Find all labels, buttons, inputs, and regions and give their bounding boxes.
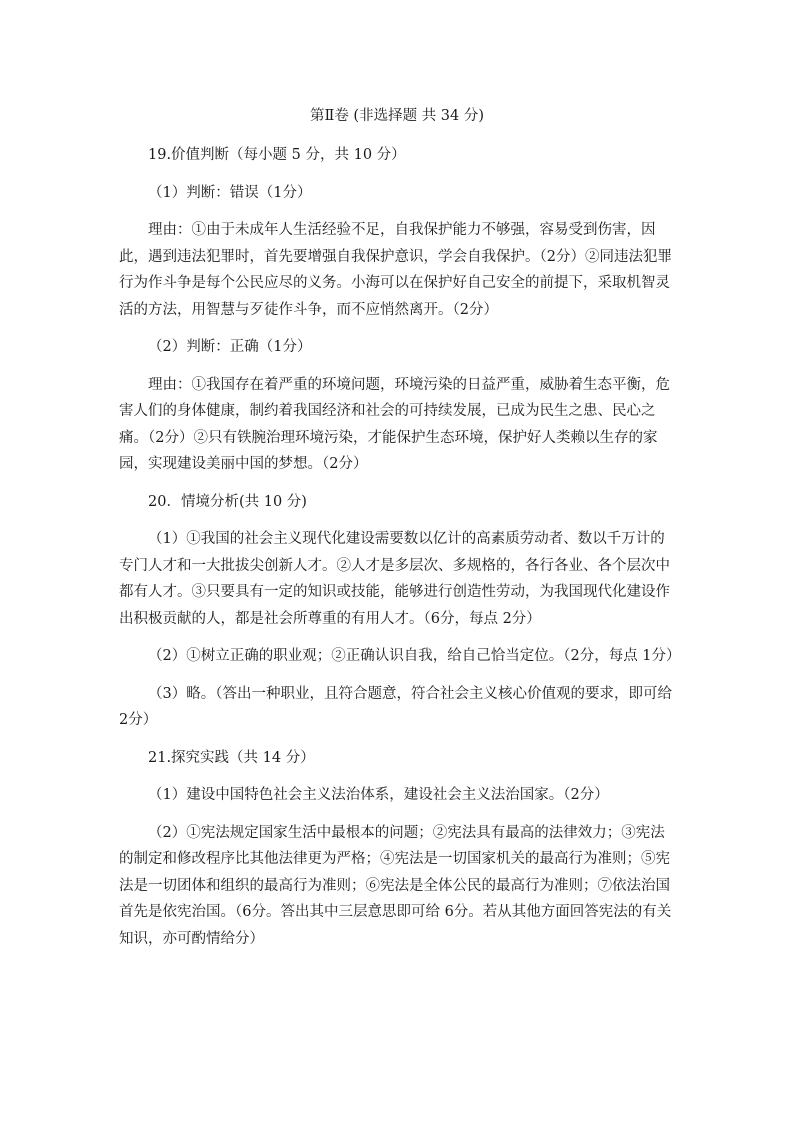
q19-part2-judgment: （2）判断：正确（1分） <box>148 339 312 355</box>
q19-part1-reason: 理由：①由于未成年人生活经验不足，自我保护能力不够强，容易受到伤害，因此，遇到违法犯罪时，首先要增强自我保护意识，学会自我保护。（2分）②同违法犯罪行为作斗争是每个公民应尽的义务。小海可以在保护好自己安全的前提下，采取机智灵活的方法，用智慧与歹徒作斗争，而不应悄然离开。（2分） <box>119 222 672 318</box>
q19-part2-reason: 理由：①我国存在着严重的环境问题，环境污染的日益严重，威胁着生态平衡，危害人们的身体健康，制约着我国经济和社会的可持续发展，已成为民生之患、民心之痛。（2分）②只有铁腕治理环境污染，才能保护生态环境，保护好人类赖以生存的家园，实现建设美丽中国的梦想。（2分） <box>119 376 670 472</box>
q21-heading: 21.探究实践（共 14 分） <box>148 749 315 766</box>
q20-part1: （1）①我国的社会主义现代化建设需要数以亿计的高素质劳动者、数以千万计的专门人才和一大批拔尖创新人才。②人才是多层次、多规格的，各行各业、各个层次中都有人才。③只要具有一定的知识或技能，能够进行创造性劳动，为我国现代化建设作出积极贡献的人，都是社会所尊重的有用人才。（6分，每点 2分） <box>119 531 670 627</box>
q20-part2: （2）①树立正确的职业观；②正确认识自我，给自己恰当定位。（2分，每点 1分） <box>148 648 681 664</box>
q19-part1-judgment: （1）判断：错误（1分） <box>148 184 312 201</box>
q19-heading: 19.价值判断（每小题 5 分，共 10 分） <box>148 147 406 163</box>
section-title: 第Ⅱ卷 (非选择题 共 34 分) <box>309 108 485 124</box>
answer-content <box>119 142 679 952</box>
q21-part2: （2）①宪法规定国家生活中最根本的问题；②宪法具有最高的法律效力；③宪法的制定和修改程序比其他法律更为严格；④宪法是一切国家机关的最高行为准则；⑤宪法是一切团体和组织的最高行为准则；⑥宪法是全体公民的最高行为准则；⑦依法治国首先是依宪治国。（6分。答出其中三层意思即可给 6分。若从其他方面回答宪法的有关知识，亦可酌情给分） <box>119 824 672 947</box>
q20-part3: （3）略。（答出一种职业，且符合题意，符合社会主义核心价值观的要求，即可给 2分） <box>119 685 672 728</box>
q21-part1: （1）建设中国特色社会主义法治体系，建设社会主义法治国家。（2分） <box>148 787 609 803</box>
q20-heading: 20．情境分析(共 10 分) <box>148 493 307 510</box>
